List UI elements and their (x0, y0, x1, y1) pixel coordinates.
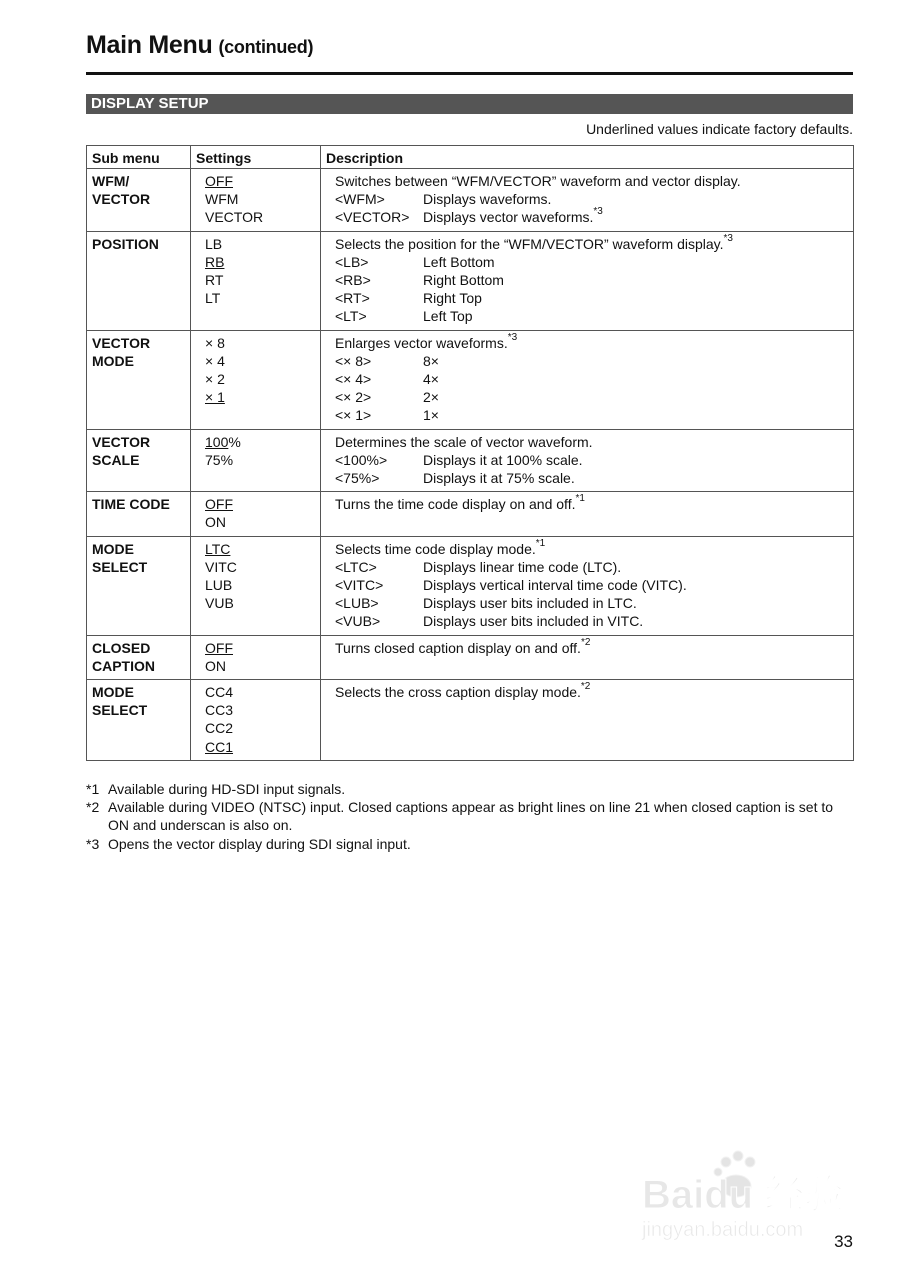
setting-text: ON (205, 657, 226, 674)
sub-menu-label: SCALE (92, 451, 140, 468)
setting-value (205, 235, 315, 253)
description-lead-text: Selects the cross caption display mode. (335, 684, 581, 701)
page-title (86, 31, 313, 60)
setting-value (205, 190, 315, 208)
description-cell (321, 169, 854, 232)
option-description (335, 576, 848, 594)
option-value: Left Top (423, 308, 473, 325)
settings-cell (191, 492, 321, 536)
setting-value (205, 334, 315, 352)
description-lead-text: Turns closed caption display on and off. (335, 639, 581, 656)
option-value: Displays user bits included in LTC. (423, 595, 637, 612)
option-key: <× 8> (335, 352, 372, 369)
settings-cell (191, 330, 321, 429)
description-cell (321, 492, 854, 536)
setting-text: CC2 (205, 720, 234, 737)
setting-value (205, 352, 315, 370)
option-value: Displays it at 100% scale. (423, 451, 583, 468)
option-description (335, 208, 848, 226)
setting-value (205, 701, 315, 719)
table-row (87, 536, 854, 635)
description-lead-text: Switches between “WFM/VECTOR” waveform and vector display. (335, 173, 741, 189)
description-cell (321, 429, 854, 492)
option-description (335, 558, 848, 576)
sub-menu-cell (87, 330, 191, 429)
option-value: Displays it at 75% scale. (423, 470, 575, 487)
setting-text: ON (205, 514, 226, 531)
setting-text: × 4 (205, 352, 225, 369)
setting-value (205, 576, 315, 594)
option-description (335, 594, 848, 612)
setting-text: RT (205, 272, 224, 289)
settings-cell (191, 680, 321, 761)
sub-menu-label: WFM/ (92, 173, 130, 189)
sub-menu-cell (87, 169, 191, 232)
description-cell (321, 635, 854, 679)
footnote-mark: *1 (86, 781, 100, 797)
setting-value (205, 558, 315, 576)
table-row (87, 635, 854, 679)
sub-menu-label: TIME CODE (92, 496, 170, 513)
option-value: 8× (423, 352, 439, 369)
footnote-reference: *1 (535, 537, 546, 549)
settings-cell (191, 231, 321, 330)
footnote-text: Available during VIDEO (NTSC) input. Closed captions appear as bright lines on line 21 when closed caption is set to ON and underscan is also on. (108, 799, 834, 834)
table-row (87, 680, 854, 761)
watermark-brand-text: Baidu 经验 (642, 1173, 845, 1217)
setting-value (205, 719, 315, 737)
option-value: Right Bottom (423, 272, 504, 289)
footnote (86, 780, 853, 798)
description-lead (335, 172, 848, 190)
section-header-display-setup: DISPLAY SETUP (86, 94, 853, 114)
option-value: Right Top (423, 290, 482, 307)
option-description (335, 370, 848, 388)
description-lead (335, 537, 848, 558)
option-description (335, 253, 848, 271)
description-lead-text: Selects time code display mode. (335, 540, 536, 557)
option-key: <WFM> (335, 191, 385, 208)
option-key: <RT> (335, 290, 370, 307)
setting-text: LT (205, 290, 221, 307)
sub-menu-cell (87, 680, 191, 761)
footnote-text: Opens the vector display during SDI signal input. (108, 835, 411, 852)
footnote-reference: *1 (575, 493, 585, 505)
description-lead (335, 495, 848, 513)
sub-menu-cell (87, 635, 191, 679)
setting-text: × 1 (205, 389, 225, 406)
description-lead-text: Determines the scale of vector waveform. (335, 433, 593, 450)
sub-menu-label: MODE (92, 352, 134, 369)
setting-value (205, 657, 315, 675)
settings-cell (191, 536, 321, 635)
setting-text: CC3 (205, 702, 234, 719)
option-value: 1× (423, 407, 439, 424)
setting-text: OFF (205, 173, 233, 189)
option-value: Displays vertical interval time code (VITC). (423, 577, 687, 594)
footnote-mark: *2 (86, 799, 100, 816)
sub-menu-label: POSITION (92, 235, 159, 252)
option-description (335, 190, 848, 208)
footnote-reference: *3 (723, 232, 733, 244)
option-description (335, 451, 848, 469)
setting-text: VUB (205, 595, 234, 612)
table-row (87, 492, 854, 536)
page-number: 33 (834, 1232, 853, 1251)
setting-text: WFM (205, 191, 239, 208)
footnote-reference: *2 (580, 681, 591, 693)
table-row (87, 169, 854, 232)
option-key: <LTC> (335, 558, 377, 575)
option-description (335, 406, 848, 424)
option-key: <× 1> (335, 407, 372, 424)
footnote-reference: *2 (580, 636, 591, 648)
baidu-jingyan-watermark-logo (640, 1148, 854, 1242)
setting-value-default (205, 540, 315, 558)
sub-menu-label: VECTOR (92, 191, 151, 208)
sub-menu-cell (87, 536, 191, 635)
option-key: <RB> (335, 272, 371, 289)
settings-cell (191, 429, 321, 492)
table-row (87, 429, 854, 492)
setting-value-default (205, 388, 315, 406)
column-header-description: Description (321, 146, 854, 169)
setting-text: CC1 (205, 738, 234, 755)
table-row (87, 330, 854, 429)
settings-cell (191, 635, 321, 679)
description-cell (321, 330, 854, 429)
setting-text: OFF (205, 639, 233, 656)
description-cell (321, 680, 854, 761)
setting-text: VECTOR (205, 209, 264, 226)
option-key: <LB> (335, 253, 369, 270)
description-lead (335, 683, 848, 701)
description-lead-text: Turns the time code display on and off. (335, 496, 576, 513)
option-value: Displays linear time code (LTC). (423, 558, 622, 575)
description-lead-text: Selects the position for the “WFM/VECTOR” waveform display. (335, 235, 724, 252)
sub-menu-label: CLOSED (92, 639, 151, 656)
option-value: Displays vector waveforms. (423, 209, 594, 226)
footnote (86, 798, 853, 834)
description-lead (335, 433, 848, 451)
option-description (335, 388, 848, 406)
description-cell (321, 231, 854, 330)
setting-value (205, 451, 315, 469)
option-key: <VECTOR> (335, 209, 410, 226)
settings-cell (191, 169, 321, 232)
description-lead (335, 232, 848, 253)
setting-text: LTC (205, 540, 231, 557)
sub-menu-label: SELECT (92, 558, 148, 575)
setting-value (205, 208, 315, 226)
page-subtitle: (continued) (218, 37, 314, 57)
sub-menu-cell (87, 429, 191, 492)
sub-menu-label: VECTOR (92, 433, 151, 450)
setting-value (205, 370, 315, 388)
option-key: <LT> (335, 308, 367, 325)
sub-menu-label: MODE (92, 540, 134, 557)
option-value: Displays user bits included in VITC. (423, 613, 644, 630)
setting-value-default (205, 639, 315, 657)
footnote-reference: *3 (507, 331, 518, 343)
setting-value-default (205, 253, 315, 271)
setting-text: VITC (205, 558, 237, 575)
setting-value (205, 594, 315, 612)
footnotes (86, 780, 853, 853)
setting-text: OFF (205, 496, 233, 513)
option-key: <× 4> (335, 371, 372, 388)
title-rule (86, 72, 853, 75)
option-key: <VUB> (335, 613, 381, 630)
setting-value (205, 683, 315, 701)
table-body (87, 169, 854, 761)
setting-value (205, 289, 315, 307)
option-value: Left Bottom (423, 253, 495, 270)
option-key: <100%> (335, 451, 388, 468)
option-key: <75%> (335, 470, 380, 487)
table-header-row (87, 146, 854, 169)
watermark-url-text: jingyan.baidu.com (642, 1219, 804, 1241)
setting-value (205, 271, 315, 289)
sub-menu-label: VECTOR (92, 334, 151, 351)
setting-text: LB (205, 235, 223, 252)
option-description (335, 469, 848, 487)
sub-menu-cell (87, 231, 191, 330)
option-key: <VITC> (335, 577, 384, 594)
setting-text: 75% (205, 451, 234, 468)
footnote (86, 835, 853, 853)
sub-menu-label: MODE (92, 684, 134, 701)
setting-value (205, 513, 315, 531)
description-lead (335, 636, 848, 657)
option-description (335, 612, 848, 630)
option-value: Displays waveforms. (423, 191, 552, 208)
description-lead (335, 331, 848, 352)
footnote-text: Available during HD-SDI input signals. (108, 781, 346, 797)
table-row (87, 231, 854, 330)
setting-text: CC4 (205, 684, 234, 701)
setting-value-default (205, 172, 315, 190)
display-setup-table (86, 145, 854, 761)
setting-value-default (205, 495, 315, 513)
page-title-text: Main Menu (86, 31, 213, 59)
option-value: 4× (423, 371, 439, 388)
setting-value-default (205, 738, 315, 756)
option-description (335, 289, 848, 307)
setting-text: LUB (205, 577, 233, 594)
column-header-settings: Settings (191, 146, 321, 169)
option-key: <LUB> (335, 595, 379, 612)
setting-text: RB (205, 253, 225, 270)
setting-value-default (205, 433, 315, 451)
option-key: <× 2> (335, 389, 372, 406)
footnote-mark: *3 (86, 835, 100, 852)
description-cell (321, 536, 854, 635)
column-header-sub-menu: Sub menu (87, 146, 191, 169)
setting-suffix: % (228, 433, 241, 450)
description-lead-text: Enlarges vector waveforms. (335, 334, 508, 351)
sub-menu-label: SELECT (92, 702, 148, 719)
defaults-note: Underlined values indicate factory defaults. (586, 121, 853, 137)
setting-text: × 8 (205, 334, 225, 351)
footnote-reference: *3 (593, 206, 603, 218)
option-description (335, 352, 848, 370)
option-description (335, 307, 848, 325)
setting-text: 100 (205, 433, 229, 450)
option-value: 2× (423, 389, 439, 406)
sub-menu-cell (87, 492, 191, 536)
option-description (335, 271, 848, 289)
sub-menu-label: CAPTION (92, 657, 155, 674)
setting-text: × 2 (205, 371, 225, 388)
